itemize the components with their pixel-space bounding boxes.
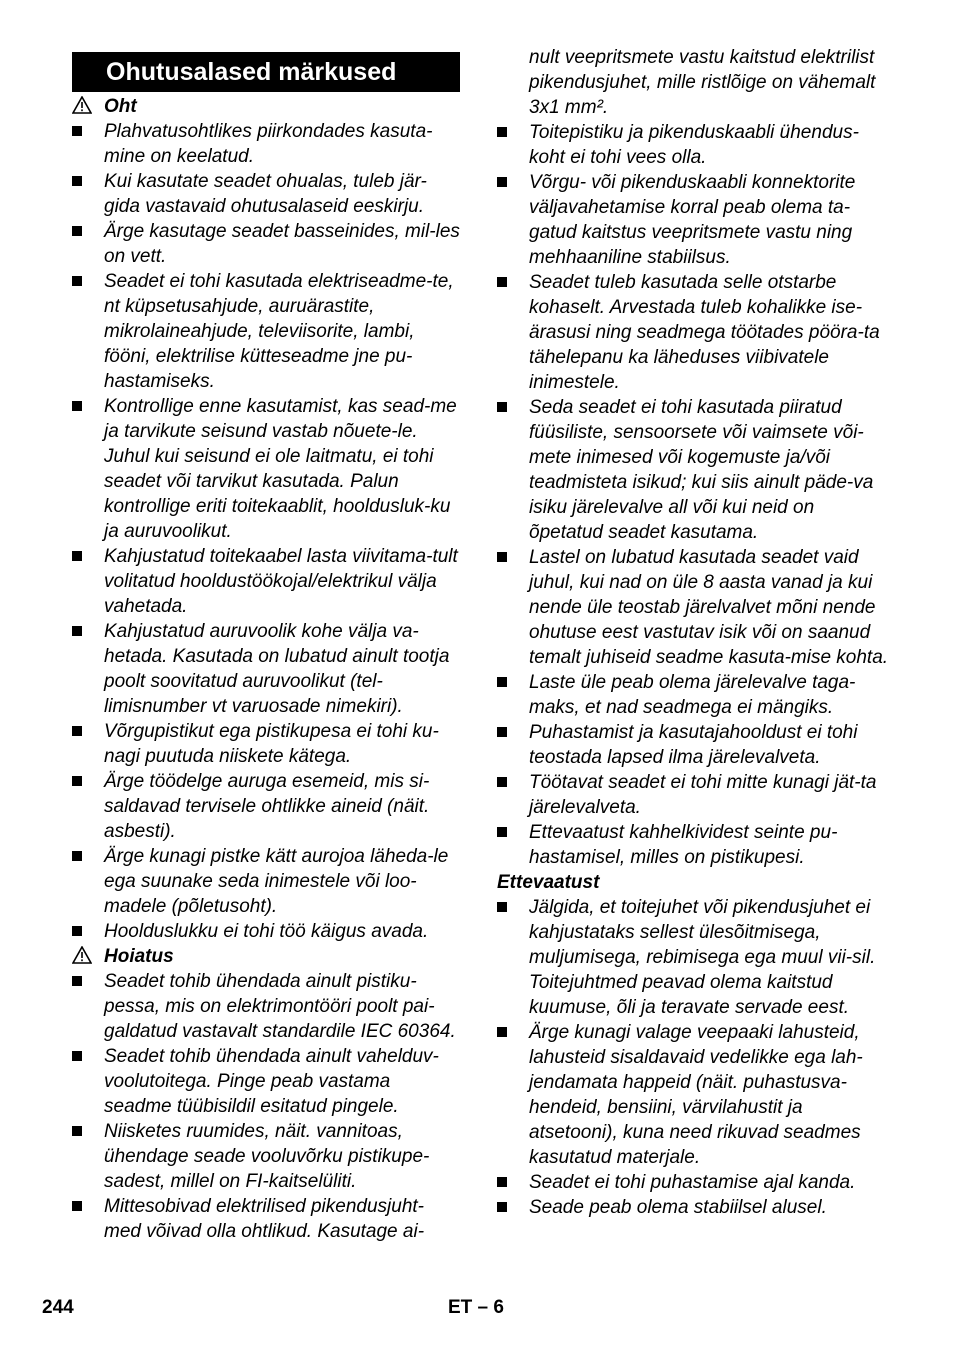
list-item — [72, 969, 460, 1044]
list-item-text: Hoolduslukku ei tohi töö käigus avada. — [104, 921, 429, 942]
square-bullet-icon — [72, 926, 82, 936]
warning-list — [72, 969, 460, 1244]
warning-list-continued — [497, 120, 889, 870]
square-bullet-icon — [497, 127, 507, 137]
list-item — [497, 545, 889, 670]
list-item — [72, 619, 460, 719]
list-item-text: Jälgida, et toitejuhet või pikendusjuhet ei kahjustataks sellest ülesõitmisega, muljumisega, rebimisega ega muul vii-sil. Toitejuhtmed peavad olema kaitstud kuumuse, õli ja teravate servade eest. — [529, 897, 876, 1018]
square-bullet-icon — [497, 902, 507, 912]
warning-label: Hoiatus — [104, 946, 174, 967]
list-item — [72, 769, 460, 844]
list-item-text: Kahjustatud auruvoolik kohe välja va-hetada. Kasutada on lubatud ainult tootja poolt soovitatud auruvoolikut (tel-limisnumber vt varuosade nimekiri). — [104, 621, 450, 717]
square-bullet-icon — [497, 727, 507, 737]
square-bullet-icon — [72, 126, 82, 136]
page-number: 244 — [42, 1297, 74, 1318]
square-bullet-icon — [497, 402, 507, 412]
square-bullet-icon — [72, 551, 82, 561]
caution-list — [497, 895, 889, 1220]
square-bullet-icon — [72, 226, 82, 236]
square-bullet-icon — [72, 851, 82, 861]
danger-list — [72, 119, 460, 944]
list-item-text: Toitepistiku ja pikenduskaabli ühendus-koht ei tohi vees olla. — [529, 122, 859, 168]
square-bullet-icon — [72, 176, 82, 186]
left-column — [72, 52, 460, 1244]
square-bullet-icon — [72, 1051, 82, 1061]
square-bullet-icon — [72, 976, 82, 986]
list-item-text: Seadet ei tohi kasutada elektriseadme-te, nt küpsetusahjude, auruärastite, mikrolaineahjude, televiisorite, lambi, fööni, elektrilise kütteseadme jne pu-hastamiseks. — [104, 271, 454, 392]
square-bullet-icon — [497, 277, 507, 287]
warning-heading — [72, 944, 460, 969]
list-item — [72, 919, 460, 944]
list-item — [497, 720, 889, 770]
square-bullet-icon — [72, 276, 82, 286]
list-item — [497, 1195, 889, 1220]
list-item — [497, 1020, 889, 1170]
list-item-text: Ärge kunagi valage veepaaki lahusteid, lahusteid sisaldavaid vedelikke ega lah-jendamata happeid (näit. puhastusva-hendeid, bensiini, värvilahustit ja atsetooni), kuna need rikuvad seadmes kasutatud materjale. — [529, 1022, 863, 1168]
danger-heading — [72, 94, 460, 119]
list-item — [497, 670, 889, 720]
square-bullet-icon — [72, 776, 82, 786]
list-item-text: Plahvatusohtlikes piirkondades kasuta-mine on keelatud. — [104, 121, 433, 167]
list-item — [497, 820, 889, 870]
list-item — [497, 895, 889, 1020]
list-item-text: Ärge kasutage seadet basseinides, mil-les on vett. — [104, 221, 460, 267]
list-item-text: Ärge töödelge auruga esemeid, mis si-saldavad tervisele ohtlikke aineid (näit. asbesti). — [104, 771, 430, 842]
list-item — [497, 170, 889, 270]
square-bullet-icon — [72, 1126, 82, 1136]
list-item-text: Töötavat seadet ei tohi mitte kunagi jät-ta järelevalveta. — [529, 772, 877, 818]
list-item-text: Seadet ei tohi puhastamise ajal kanda. — [529, 1172, 856, 1193]
list-item-text: Seda seadet ei tohi kasutada piiratud füüsiliste, sensoorsete või vaimsete või-mete inimesed või kogemuste ja/või teadmisteta isikud; kui siis ainult päde-va isiku järelevalve all või kui neid on õpetatud seadet kasutama. — [529, 397, 874, 543]
list-item-text: Mittesobivad elektrilised pikendusjuht-med võivad olla ohtlikud. Kasutage ai- — [104, 1196, 425, 1242]
list-item — [497, 1170, 889, 1195]
square-bullet-icon — [497, 777, 507, 787]
language-page-label: ET – 6 — [448, 1297, 504, 1318]
list-item — [72, 1194, 460, 1244]
list-item-text: Niisketes ruumides, näit. vannitoas, ühendage seade vooluvõrku pistikupe-sadest, millel on FI-kaitselüliti. — [104, 1121, 430, 1192]
list-item-text: Kahjustatud toitekaabel lasta viivitama-tult volitatud hooldustöökojal/elektrikul välja vahetada. — [104, 546, 458, 617]
square-bullet-icon — [497, 1177, 507, 1187]
list-item-text: Seadet tohib ühendada ainult vahelduv-voolutoitega. Pinge peab vastama seadme tüübisildil esitatud pingele. — [104, 1046, 439, 1117]
warning-triangle-icon — [72, 96, 92, 114]
continued-paragraph: nult veepritsmete vastu kaitstud elektrilist pikendusjuhet, mille ristlõige on vähemalt 3x1 mm². — [529, 47, 876, 118]
square-bullet-icon — [72, 626, 82, 636]
list-item — [72, 394, 460, 544]
square-bullet-icon — [72, 1201, 82, 1211]
right-column — [497, 45, 889, 1220]
list-item-text: Võrgu- või pikenduskaabli konnektorite väljavahetamise korral peab olema ta-gatud kaitstus veepritsmete vastu ning mehhaaniline stabiilsus. — [529, 172, 856, 268]
square-bullet-icon — [497, 552, 507, 562]
list-item-text: Laste üle peab olema järelevalve taga-maks, et nad seadmega ei mängiks. — [529, 672, 856, 718]
list-item — [497, 270, 889, 395]
list-item — [72, 844, 460, 919]
section-title: Ohutusalased märkused — [72, 52, 460, 92]
square-bullet-icon — [497, 1027, 507, 1037]
caution-heading: Ettevaatust — [497, 872, 600, 893]
list-item-text: Ärge kunagi pistke kätt aurojoa läheda-le ega suunake seda inimestele või loo-madele (põletusoht). — [104, 846, 449, 917]
list-item — [72, 1044, 460, 1119]
list-item-text: Kui kasutate seadet ohualas, tuleb jär-gida vastavaid ohutusalaseid eeskirju. — [104, 171, 427, 217]
warning-triangle-icon — [72, 946, 92, 964]
square-bullet-icon — [497, 827, 507, 837]
list-item — [72, 219, 460, 269]
list-item — [72, 119, 460, 169]
list-item-text: Seade peab olema stabiilsel alusel. — [529, 1197, 827, 1218]
list-item — [497, 120, 889, 170]
list-item — [72, 269, 460, 394]
list-item — [72, 169, 460, 219]
list-item — [72, 1119, 460, 1194]
list-item — [497, 770, 889, 820]
list-item-text: Ettevaatust kahhelkividest seinte pu-hastamisel, milles on pistikupesi. — [529, 822, 838, 868]
square-bullet-icon — [497, 1202, 507, 1212]
list-item-text: Seadet tohib ühendada ainult pistiku-pessa, mis on elektrimontööri poolt pai-galdatud vastavalt standardile IEC 60364. — [104, 971, 456, 1042]
list-item-text: Kontrollige enne kasutamist, kas sead-me ja tarvikute seisund vastab nõuete-le. Juhul kui seisund ei ole laitmatu, ei tohi seadet või tarvikut kasutada. Palun kontrollige eriti toitekaablit, hooldusluk-ku ja auruvoolikut. — [104, 396, 457, 542]
danger-label: Oht — [104, 96, 137, 117]
list-item — [72, 544, 460, 619]
square-bullet-icon — [72, 401, 82, 411]
list-item-text: Puhastamist ja kasutajahooldust ei tohi teostada lapsed ilma järelevalveta. — [529, 722, 858, 768]
list-item — [497, 395, 889, 545]
list-item — [72, 719, 460, 769]
square-bullet-icon — [72, 726, 82, 736]
square-bullet-icon — [497, 177, 507, 187]
list-item-text: Võrgupistikut ega pistikupesa ei tohi ku-nagi puutuda niiskete kätega. — [104, 721, 439, 767]
list-item-text: Seadet tuleb kasutada selle otstarbe kohaselt. Arvestada tuleb kohalikke ise-ärasusi ning seadmega töötades pööra-ta tähelepanu ka läheduses viibivatele inimestele. — [529, 272, 880, 393]
list-item-text: Lastel on lubatud kasutada seadet vaid juhul, kui nad on üle 8 aasta vanad ja kui nende üle teostab järelvalvet mõni nende ohutuse eest vastutav isik või on saanud temalt juhiseid seadme kasuta-mise kohta. — [529, 547, 889, 668]
square-bullet-icon — [497, 677, 507, 687]
